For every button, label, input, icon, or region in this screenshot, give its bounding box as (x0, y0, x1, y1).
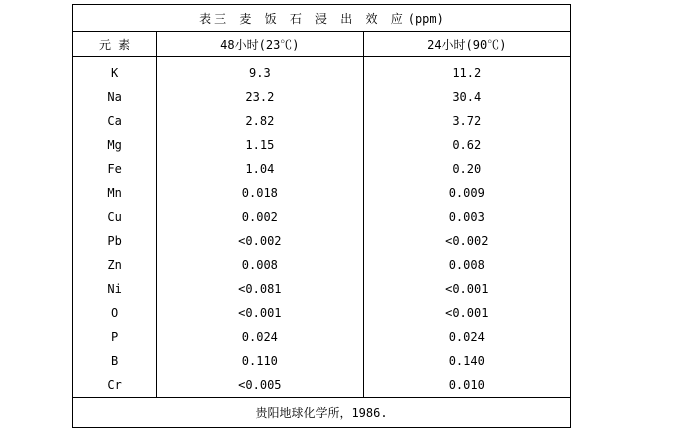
cell-element: Pb (73, 229, 157, 253)
cell-48h: 0.110 (157, 349, 363, 373)
cell-24h: 0.024 (363, 325, 570, 349)
cell-element: Na (73, 85, 157, 109)
cell-element: P (73, 325, 157, 349)
cell-48h: 23.2 (157, 85, 363, 109)
table-row (73, 229, 571, 253)
cell-element: K (73, 57, 157, 86)
table-row (73, 253, 571, 277)
cell-48h: 1.04 (157, 157, 363, 181)
cell-48h: 0.024 (157, 325, 363, 349)
cell-element: Cu (73, 205, 157, 229)
table-row (73, 349, 571, 373)
cell-48h: <0.001 (157, 301, 363, 325)
cell-48h: <0.005 (157, 373, 363, 398)
cell-24h: 0.003 (363, 205, 570, 229)
cell-48h: 0.002 (157, 205, 363, 229)
cell-24h: 0.008 (363, 253, 570, 277)
cell-24h: 0.140 (363, 349, 570, 373)
cell-element: Zn (73, 253, 157, 277)
table-unit: (ppm) (407, 11, 444, 26)
cell-element: Ni (73, 277, 157, 301)
cell-element: B (73, 349, 157, 373)
table-row (73, 57, 571, 86)
cell-24h: 0.010 (363, 373, 570, 398)
cell-24h: 0.20 (363, 157, 570, 181)
header-48h: 48小时(23℃) (157, 32, 363, 57)
cell-24h: <0.001 (363, 277, 570, 301)
table-row (73, 373, 571, 398)
table-row (73, 205, 571, 229)
header-24h: 24小时(90℃) (363, 32, 570, 57)
cell-48h: 1.15 (157, 133, 363, 157)
cell-element: Ca (73, 109, 157, 133)
cell-element: O (73, 301, 157, 325)
cell-24h: <0.001 (363, 301, 570, 325)
table-body (73, 57, 571, 398)
cell-24h: 30.4 (363, 85, 570, 109)
cell-48h: 9.3 (157, 57, 363, 86)
cell-48h: 0.008 (157, 253, 363, 277)
table-row (73, 133, 571, 157)
cell-element: Cr (73, 373, 157, 398)
cell-element: Mn (73, 181, 157, 205)
table-title (73, 5, 571, 32)
cell-24h: 0.009 (363, 181, 570, 205)
cell-24h: 11.2 (363, 57, 570, 86)
table-footer-source: 贵阳地球化学所，1986. (73, 398, 571, 428)
table-row (73, 85, 571, 109)
cell-element: Fe (73, 157, 157, 181)
cell-24h: 0.62 (363, 133, 570, 157)
table-row (73, 157, 571, 181)
table-row (73, 325, 571, 349)
header-element: 元 素 (73, 32, 157, 57)
cell-24h: 3.72 (363, 109, 570, 133)
cell-element: Mg (73, 133, 157, 157)
table-row (73, 301, 571, 325)
cell-24h: <0.002 (363, 229, 570, 253)
table-title-text: 表三 麦 饭 石 浸 出 效 应 (199, 11, 406, 26)
leaching-table (72, 4, 571, 428)
cell-48h: 2.82 (157, 109, 363, 133)
leaching-table-container (72, 4, 571, 428)
table-row (73, 109, 571, 133)
cell-48h: <0.002 (157, 229, 363, 253)
table-row (73, 181, 571, 205)
table-row (73, 277, 571, 301)
header-row (73, 32, 571, 57)
cell-48h: 0.018 (157, 181, 363, 205)
cell-48h: <0.081 (157, 277, 363, 301)
